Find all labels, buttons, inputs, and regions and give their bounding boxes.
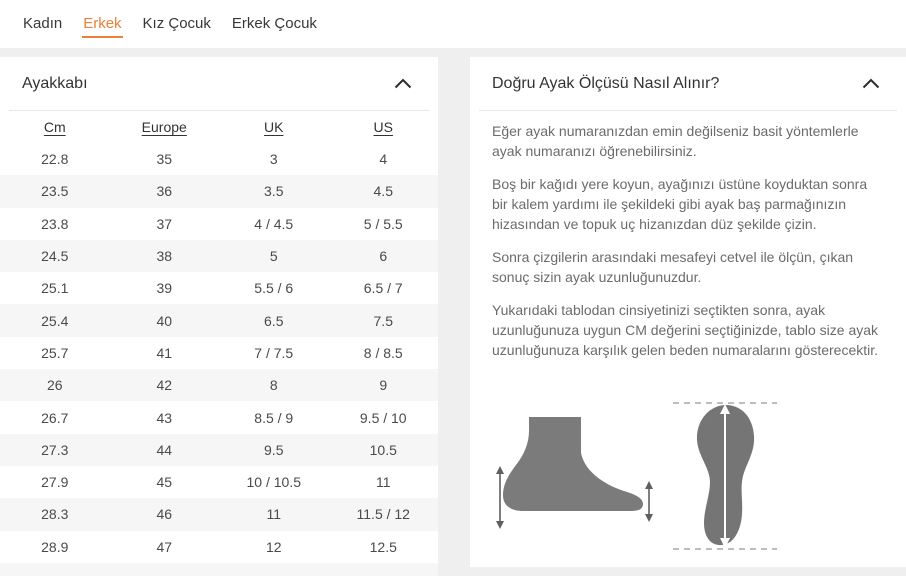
cell-cm: 26 <box>46 377 63 394</box>
cell-europe: 47 <box>156 538 173 555</box>
cell-uk: 6.5 <box>264 312 284 329</box>
table-row[interactable] <box>0 240 438 272</box>
cell-cm: 26.7 <box>41 409 69 426</box>
info-paragraph: Sonra çizgilerin arasındaki mesafeyi cetvel ile ölçün, çıkan sonuç sizin ayak uzunluğunuzdur. <box>492 249 854 285</box>
cell-us: 5 / 5.5 <box>363 215 403 232</box>
info-panel-title: Doğru Ayak Ölçüsü Nasıl Alınır? <box>492 74 720 92</box>
tab-erkek[interactable]: Erkek <box>82 11 122 38</box>
cell-europe: 38 <box>156 248 173 265</box>
cell-us: 4.5 <box>373 183 393 200</box>
cell-europe: 35 <box>156 151 173 168</box>
column-header-europe[interactable]: Europe <box>141 119 187 135</box>
cell-us: 12.5 <box>369 538 397 555</box>
cell-uk: 3 <box>269 151 278 168</box>
cell-europe: 45 <box>156 474 173 491</box>
cell-us: 10.5 <box>369 441 397 458</box>
cell-cm: 25.4 <box>41 312 69 329</box>
cell-europe: 40 <box>156 312 173 329</box>
cell-us: 11.5 / 12 <box>356 506 410 523</box>
tab-kiz-cocuk[interactable]: Kız Çocuk <box>142 14 211 32</box>
table-row[interactable] <box>0 337 438 369</box>
size-table-body <box>0 143 438 576</box>
table-row-partial <box>0 563 438 576</box>
cell-us: 8 / 8.5 <box>363 344 403 361</box>
cell-us: 9.5 / 10 <box>359 409 407 426</box>
cell-europe: 39 <box>156 280 173 297</box>
cell-cm: 25.1 <box>41 280 69 297</box>
info-paragraph: Yukarıdaki tablodan cinsiyetinizi seçtikten sonra, ayak uzunluğunuza uygun CM değerini seçtiğinizde, tablo size ayak uzunluğunuza karşılık gelen beden numaralarını gösterecektir. <box>492 302 879 358</box>
table-row[interactable] <box>0 369 438 401</box>
cell-uk: 3.5 <box>264 183 284 200</box>
cell-uk: 12 <box>265 538 282 555</box>
cell-uk: 7 / 7.5 <box>254 344 294 361</box>
cell-europe: 44 <box>156 441 173 458</box>
cell-us: 6 <box>379 248 388 265</box>
table-row[interactable] <box>0 466 438 498</box>
gender-tab-bar <box>0 0 906 48</box>
measurement-info-panel <box>470 57 906 567</box>
cell-cm: 27.3 <box>41 441 69 458</box>
cell-europe: 43 <box>156 409 173 426</box>
table-row[interactable] <box>0 272 438 304</box>
cell-europe: 36 <box>156 183 173 200</box>
cell-uk: 10 / 10.5 <box>246 474 301 491</box>
size-panel-title: Ayakkabı <box>22 74 88 92</box>
size-panel-header <box>0 57 438 110</box>
table-row[interactable] <box>0 175 438 207</box>
chevron-up-icon[interactable] <box>862 78 880 89</box>
tab-kadin[interactable]: Kadın <box>23 14 63 32</box>
foot-side-view-icon <box>493 415 655 542</box>
chevron-up-icon[interactable] <box>394 78 412 89</box>
size-table-header <box>0 111 438 143</box>
cell-cm: 23.5 <box>41 183 69 200</box>
table-row[interactable] <box>0 143 438 175</box>
cell-europe: 41 <box>156 344 173 361</box>
measurement-diagrams <box>470 396 906 561</box>
cell-us: 6.5 / 7 <box>363 280 403 297</box>
info-paragraph: Eğer ayak numaranızdan emin değilseniz basit yöntemlerle ayak numaranızı öğrenebilirsiniz. <box>492 123 859 159</box>
table-row[interactable] <box>0 304 438 336</box>
column-header-cm[interactable]: Cm <box>43 119 66 135</box>
table-row[interactable] <box>0 498 438 530</box>
table-row[interactable] <box>0 208 438 240</box>
cell-cm: 22.8 <box>41 151 69 168</box>
cell-cm: 25.7 <box>41 344 69 361</box>
cell-uk: 9.5 <box>264 441 284 458</box>
cell-us: 7.5 <box>373 312 393 329</box>
cell-uk: 8 <box>269 377 278 394</box>
cell-europe: 37 <box>156 215 173 232</box>
cell-europe: 46 <box>156 506 173 523</box>
cell-uk: 11 <box>266 506 282 523</box>
table-row[interactable] <box>0 401 438 433</box>
tab-erkek-cocuk[interactable]: Erkek Çocuk <box>231 14 317 32</box>
info-body <box>470 111 906 360</box>
cell-uk: 5 <box>269 248 278 265</box>
cell-cm: 27.9 <box>41 474 69 491</box>
cell-uk: 5.5 / 6 <box>254 280 294 297</box>
cell-uk: 8.5 / 9 <box>254 409 294 426</box>
cell-uk: 4 / 4.5 <box>254 215 294 232</box>
cell-us: 9 <box>379 377 388 394</box>
cell-us: 11 <box>375 474 391 491</box>
table-row[interactable] <box>0 531 438 563</box>
column-header-uk[interactable]: UK <box>264 119 284 135</box>
cell-europe: 42 <box>156 377 173 394</box>
table-row[interactable] <box>0 434 438 466</box>
cell-cm: 28.3 <box>41 506 69 523</box>
size-table-panel <box>0 57 438 576</box>
cell-cm: 24.5 <box>41 248 69 265</box>
cell-us: 4 <box>379 151 388 168</box>
column-header-us[interactable]: US <box>373 119 393 135</box>
cell-cm: 28.9 <box>41 538 69 555</box>
cell-cm: 23.8 <box>41 215 69 232</box>
info-paragraph: Boş bir kağıdı yere koyun, ayağınızı üstüne koyduktan sonra bir kalem yardımı ile şekildeki gibi ayak baş parmağınızın hizasından ve topuk uç hizanızdan düz şekilde çizin. <box>492 176 868 232</box>
info-panel-header <box>470 57 906 110</box>
foot-print-outline-icon <box>665 396 785 561</box>
